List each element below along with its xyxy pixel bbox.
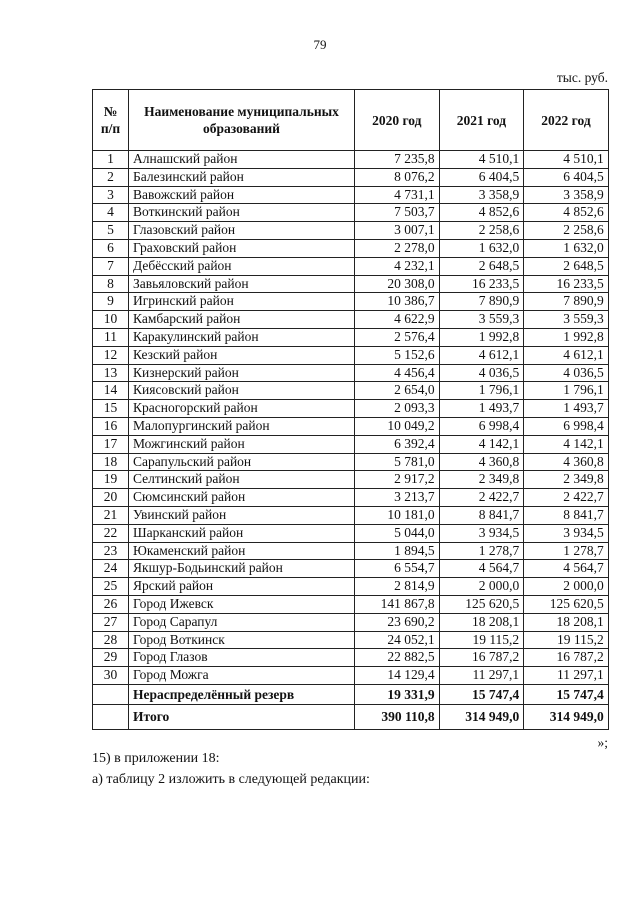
row-name: Сарапульский район: [129, 453, 355, 471]
row-2021: 3 358,9: [439, 186, 524, 204]
header-2020: 2020 год: [355, 90, 440, 151]
row-2022: 2 349,8: [524, 471, 609, 489]
row-2020: 22 882,5: [355, 649, 440, 667]
row-name: Балезинский район: [129, 168, 355, 186]
row-name: Воткинский район: [129, 204, 355, 222]
total-row: [93, 704, 609, 729]
row-2020: 7 503,7: [355, 204, 440, 222]
row-num: 22: [93, 524, 129, 542]
row-name: Сюмсинский район: [129, 489, 355, 507]
table-row: [93, 222, 609, 240]
reserve-name: Нераспределённый резерв: [129, 684, 355, 704]
row-2020: 5 152,6: [355, 346, 440, 364]
table-row: [93, 204, 609, 222]
closing-quote: »;: [597, 735, 608, 750]
row-2021: 125 620,5: [439, 595, 524, 613]
row-2020: 2 654,0: [355, 382, 440, 400]
row-2022: 2 258,6: [524, 222, 609, 240]
row-2020: 10 386,7: [355, 293, 440, 311]
table-row: [93, 346, 609, 364]
row-2020: 5 781,0: [355, 453, 440, 471]
row-num: 6: [93, 239, 129, 257]
row-num: 24: [93, 560, 129, 578]
row-2022: 3 358,9: [524, 186, 609, 204]
row-2020: 3 007,1: [355, 222, 440, 240]
row-num: 23: [93, 542, 129, 560]
reserve-num: [93, 684, 129, 704]
row-2021: 4 360,8: [439, 453, 524, 471]
row-2020: 8 076,2: [355, 168, 440, 186]
row-2020: 2 093,3: [355, 400, 440, 418]
row-num: 25: [93, 578, 129, 596]
table-header-row: [93, 90, 609, 151]
table-row: [93, 168, 609, 186]
row-2022: 4 142,1: [524, 435, 609, 453]
table-row: [93, 578, 609, 596]
row-2022: 6 998,4: [524, 417, 609, 435]
row-name: Алнашский район: [129, 151, 355, 169]
row-2020: 2 576,4: [355, 328, 440, 346]
row-2021: 2 000,0: [439, 578, 524, 596]
row-2020: 14 129,4: [355, 667, 440, 685]
row-2022: 7 890,9: [524, 293, 609, 311]
table-row: [93, 631, 609, 649]
table-row: [93, 613, 609, 631]
row-2021: 7 890,9: [439, 293, 524, 311]
page-number: 79: [313, 37, 327, 52]
row-2022: 1 992,8: [524, 328, 609, 346]
row-name: Увинский район: [129, 506, 355, 524]
total-name: Итого: [129, 704, 355, 729]
row-2021: 8 841,7: [439, 506, 524, 524]
row-2022: 4 564,7: [524, 560, 609, 578]
row-2020: 23 690,2: [355, 613, 440, 631]
reserve-row: [93, 684, 609, 704]
row-name: Глазовский район: [129, 222, 355, 240]
row-num: 3: [93, 186, 129, 204]
table-row: [93, 293, 609, 311]
row-2022: 2 648,5: [524, 257, 609, 275]
row-2021: 1 992,8: [439, 328, 524, 346]
row-num: 9: [93, 293, 129, 311]
row-2020: 2 278,0: [355, 239, 440, 257]
row-2020: 3 213,7: [355, 489, 440, 507]
reserve-2021: 15 747,4: [439, 684, 524, 704]
row-name: Кизнерский район: [129, 364, 355, 382]
row-name: Кезский район: [129, 346, 355, 364]
row-2020: 4 456,4: [355, 364, 440, 382]
row-num: 13: [93, 364, 129, 382]
row-2022: 2 422,7: [524, 489, 609, 507]
row-name: Шарканский район: [129, 524, 355, 542]
row-2021: 2 422,7: [439, 489, 524, 507]
table-row: [93, 328, 609, 346]
row-num: 10: [93, 311, 129, 329]
row-num: 26: [93, 595, 129, 613]
row-2021: 11 297,1: [439, 667, 524, 685]
row-2022: 3 559,3: [524, 311, 609, 329]
row-2022: 1 796,1: [524, 382, 609, 400]
row-2020: 2 814,9: [355, 578, 440, 596]
header-num: № п/п: [93, 90, 129, 151]
row-num: 11: [93, 328, 129, 346]
reserve-2020: 19 331,9: [355, 684, 440, 704]
table-row: [93, 471, 609, 489]
table-row: [93, 400, 609, 418]
row-2022: 1 278,7: [524, 542, 609, 560]
row-num: 7: [93, 257, 129, 275]
table-row: [93, 435, 609, 453]
row-2022: 16 233,5: [524, 275, 609, 293]
row-2020: 10 181,0: [355, 506, 440, 524]
total-2020: 390 110,8: [355, 704, 440, 729]
row-2022: 8 841,7: [524, 506, 609, 524]
table-row: [93, 239, 609, 257]
row-2020: 6 392,4: [355, 435, 440, 453]
row-2021: 3 559,3: [439, 311, 524, 329]
row-2022: 1 632,0: [524, 239, 609, 257]
table-row: [93, 311, 609, 329]
row-2022: 18 208,1: [524, 613, 609, 631]
row-2021: 3 934,5: [439, 524, 524, 542]
row-num: 29: [93, 649, 129, 667]
row-num: 8: [93, 275, 129, 293]
row-2021: 2 258,6: [439, 222, 524, 240]
row-num: 17: [93, 435, 129, 453]
row-2021: 6 998,4: [439, 417, 524, 435]
row-name: Киясовский район: [129, 382, 355, 400]
row-name: Дебёсский район: [129, 257, 355, 275]
total-2022: 314 949,0: [524, 704, 609, 729]
row-2022: 4 612,1: [524, 346, 609, 364]
row-num: 19: [93, 471, 129, 489]
reserve-2022: 15 747,4: [524, 684, 609, 704]
row-name: Город Глазов: [129, 649, 355, 667]
row-2021: 2 349,8: [439, 471, 524, 489]
header-2022: 2022 год: [524, 90, 609, 151]
row-2020: 1 894,5: [355, 542, 440, 560]
row-2020: 7 235,8: [355, 151, 440, 169]
row-name: Ярский район: [129, 578, 355, 596]
row-2021: 4 852,6: [439, 204, 524, 222]
total-2021: 314 949,0: [439, 704, 524, 729]
row-2021: 16 787,2: [439, 649, 524, 667]
row-name: Селтинский район: [129, 471, 355, 489]
row-2021: 1 278,7: [439, 542, 524, 560]
table-row: [93, 151, 609, 169]
row-name: Юкаменский район: [129, 542, 355, 560]
row-name: Город Можга: [129, 667, 355, 685]
table-row: [93, 275, 609, 293]
row-num: 4: [93, 204, 129, 222]
row-2021: 1 796,1: [439, 382, 524, 400]
row-name: Город Сарапул: [129, 613, 355, 631]
row-num: 5: [93, 222, 129, 240]
row-2021: 16 233,5: [439, 275, 524, 293]
row-num: 16: [93, 417, 129, 435]
row-name: Вавожский район: [129, 186, 355, 204]
row-2020: 2 917,2: [355, 471, 440, 489]
row-2020: 6 554,7: [355, 560, 440, 578]
row-2021: 4 612,1: [439, 346, 524, 364]
table-row: [93, 489, 609, 507]
table-row: [93, 364, 609, 382]
row-2020: 10 049,2: [355, 417, 440, 435]
row-2022: 125 620,5: [524, 595, 609, 613]
row-2022: 16 787,2: [524, 649, 609, 667]
row-2022: 4 036,5: [524, 364, 609, 382]
row-name: Игринский район: [129, 293, 355, 311]
row-2020: 20 308,0: [355, 275, 440, 293]
table-row: [93, 506, 609, 524]
row-name: Граховский район: [129, 239, 355, 257]
row-2022: 4 510,1: [524, 151, 609, 169]
row-2021: 4 142,1: [439, 435, 524, 453]
row-2021: 1 493,7: [439, 400, 524, 418]
table-row: [93, 560, 609, 578]
budget-table: [92, 89, 609, 730]
row-2021: 19 115,2: [439, 631, 524, 649]
table-row: [93, 524, 609, 542]
row-2022: 2 000,0: [524, 578, 609, 596]
row-2022: 3 934,5: [524, 524, 609, 542]
table-row: [93, 417, 609, 435]
row-2021: 18 208,1: [439, 613, 524, 631]
row-num: 18: [93, 453, 129, 471]
row-num: 27: [93, 613, 129, 631]
row-2022: 6 404,5: [524, 168, 609, 186]
row-name: Якшур-Бодьинский район: [129, 560, 355, 578]
table-row: [93, 186, 609, 204]
row-name: Город Ижевск: [129, 595, 355, 613]
row-2020: 24 052,1: [355, 631, 440, 649]
table-row: [93, 453, 609, 471]
table-row: [93, 649, 609, 667]
row-2022: 1 493,7: [524, 400, 609, 418]
row-2020: 4 232,1: [355, 257, 440, 275]
table-row: [93, 257, 609, 275]
row-name: Можгинский район: [129, 435, 355, 453]
table-row: [93, 667, 609, 685]
paragraph-amendment-a: а) таблицу 2 изложить в следующей редакции:: [92, 772, 370, 787]
row-2021: 4 564,7: [439, 560, 524, 578]
paragraph-amendment-15: 15) в приложении 18:: [92, 751, 220, 766]
row-2021: 1 632,0: [439, 239, 524, 257]
row-name: Завьяловский район: [129, 275, 355, 293]
table-row: [93, 382, 609, 400]
row-2022: 4 360,8: [524, 453, 609, 471]
header-2021: 2021 год: [439, 90, 524, 151]
row-name: Город Воткинск: [129, 631, 355, 649]
row-2022: 11 297,1: [524, 667, 609, 685]
row-2020: 5 044,0: [355, 524, 440, 542]
row-2020: 4 731,1: [355, 186, 440, 204]
row-num: 30: [93, 667, 129, 685]
row-name: Камбарский район: [129, 311, 355, 329]
row-num: 21: [93, 506, 129, 524]
table-row: [93, 595, 609, 613]
row-num: 28: [93, 631, 129, 649]
header-name: Наименование муниципальных образований: [129, 90, 355, 151]
row-num: 15: [93, 400, 129, 418]
row-num: 20: [93, 489, 129, 507]
row-name: Каракулинский район: [129, 328, 355, 346]
row-name: Красногорский район: [129, 400, 355, 418]
row-2022: 4 852,6: [524, 204, 609, 222]
row-2020: 4 622,9: [355, 311, 440, 329]
row-num: 12: [93, 346, 129, 364]
row-2020: 141 867,8: [355, 595, 440, 613]
unit-label: тыс. руб.: [556, 70, 608, 85]
row-2021: 4 510,1: [439, 151, 524, 169]
row-2021: 6 404,5: [439, 168, 524, 186]
table-row: [93, 542, 609, 560]
row-2021: 4 036,5: [439, 364, 524, 382]
row-num: 2: [93, 168, 129, 186]
row-2021: 2 648,5: [439, 257, 524, 275]
row-num: 1: [93, 151, 129, 169]
row-2022: 19 115,2: [524, 631, 609, 649]
row-num: 14: [93, 382, 129, 400]
total-num: [93, 704, 129, 729]
row-name: Малопургинский район: [129, 417, 355, 435]
